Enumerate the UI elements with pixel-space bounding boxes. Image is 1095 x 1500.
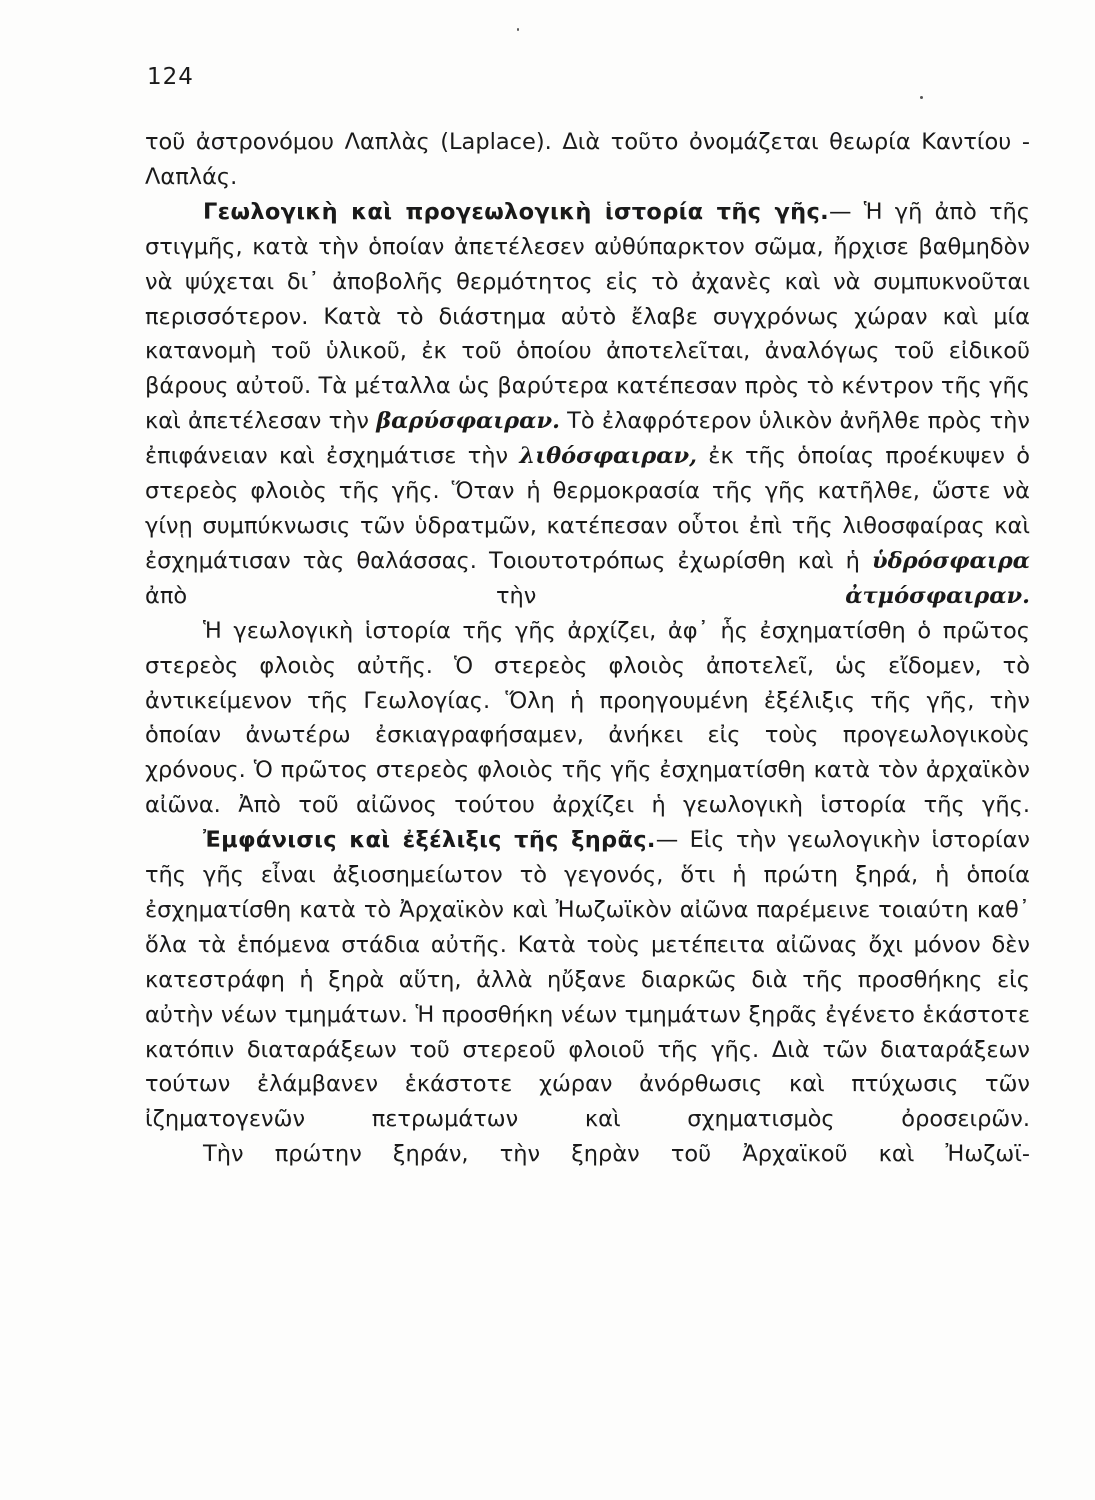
print-speck xyxy=(920,96,923,99)
body-text xyxy=(145,125,1030,1172)
paragraph-text: τοῦ ἀστρονόμου Λαπλὰς (Laplace). Διὰ τοῦτο ὀνομάζεται θεωρία Καντίου - Λαπλάς. xyxy=(145,129,1030,190)
paragraph-intro xyxy=(145,125,1030,195)
paragraph-text: Τὸ ἐλαφρότερον ὑλικὸν ἀνῆλθε πρὸς τὴν ἐπιφάνειαν καὶ ἐσχημάτισε τὴν xyxy=(145,408,1031,470)
paragraph-text: — Ἡ γῆ ἀπὸ τῆς στιγμῆς, κατὰ τὴν ὁποίαν ἀπετέλεσεν αὐθύπαρκτον σῶμα, ἤρχισε βαθμηδὸν νὰ ψύχεται δι᾽ ἀποβολῆς θερμότητος εἰς τὸ ἀχανὲς καὶ νὰ συμπυκνοῦται περισσότερον. Κατὰ τὸ διάστημα αὐτὸ ἔλαβε συγχρόνως χώραν καὶ μία κατανομὴ τοῦ ὑλικοῦ, ἐκ τοῦ ὁποίου ἀποτελεῖται, ἀναλόγως τοῦ εἰδικοῦ βάρους αὐτοῦ. Τὰ μέταλλα ὡς βαρύτερα κατέπεσαν πρὸς τὸ κέντρον τῆς γῆς καὶ ἀπετέλεσαν τὴν xyxy=(145,198,1031,435)
section-heading-dry-land: Ἐμφάνισις καὶ ἐξέλιξις τῆς ξηρᾶς. xyxy=(203,827,656,854)
term-barysphere: βαρύσφαιραν. xyxy=(376,408,560,435)
paragraph-first-land xyxy=(145,1137,1030,1172)
section-heading-geological-history: Γεωλογικὴ καὶ προγεωλογικὴ ἱστορία τῆς γῆς. xyxy=(203,198,829,225)
print-speck xyxy=(517,28,519,31)
term-hydrosphere: ὑδρόσφαιρα xyxy=(871,547,1030,574)
term-atmosphere: ἀτμόσφαιραν. xyxy=(845,582,1031,609)
paragraph-text: Ἡ γεωλογικὴ ἱστορία τῆς γῆς ἀρχίζει, ἀφ᾽ ἧς ἐσχηματίσθη ὁ πρῶτος στερεὸς φλοιὸς αὐτῆς. Ὁ στερεὸς φλοιὸς ἀποτελεῖ, ὡς εἴδομεν, τὸ ἀντικείμενον τῆς Γεωλογίας. Ὅλη ἡ προηγουμένη ἐξέλιξις τῆς γῆς, τὴν ὁποίαν ἀνωτέρω ἐσκιαγραφήσαμεν, ἀνήκει εἰς τοὺς προγεωλογικοὺς χρόνους. Ὁ πρῶτος στερεὸς φλοιὸς τῆς γῆς ἐσχηματίσθη κατὰ τὸν ἀρχαϊκὸν αἰῶνα. Ἀπὸ τοῦ αἰῶνος τούτου ἀρχίζει ἡ γεωλογικὴ ἱστορία τῆς γῆς. xyxy=(145,617,1030,819)
term-lithosphere: λιθόσφαιραν, xyxy=(519,443,697,470)
paragraph-text: ἐκ τῆς ὁποίας προέκυψεν ὁ στερεὸς φλοιὸς τῆς γῆς. Ὅταν ἡ θερμοκρασία τῆς γῆς κατῆλθε, ὥστε νὰ γίνῃ συμπύκνωσις τῶν ὑδρατμῶν, κατέπεσαν οὗτοι ἐπὶ τῆς λιθοσφαίρας καὶ ἐσχημάτισαν τὰς θαλάσσας. Τοιουτοτρόπως ἐχωρίσθη καὶ ἡ xyxy=(145,443,1030,574)
paragraph-geological-history xyxy=(145,195,1030,614)
page-number: 124 xyxy=(147,64,194,90)
paragraph-dry-land xyxy=(145,823,1030,1137)
paragraph-text: — Εἰς τὴν γεωλογικὴν ἱστορίαν τῆς γῆς εἶναι ἀξιοσημείωτον τὸ γεγονός, ὅτι ἡ πρώτη ξηρά, ἡ ὁποία ἐσχηματίσθη κατὰ τὸ Ἀρχαϊκὸν καὶ Ἠωζωϊκὸν αἰῶνα παρέμεινε τοιαύτη καθ᾽ ὅλα τὰ ἑπόμενα στάδια αὐτῆς. Κατὰ τοὺς μετέπειτα αἰῶνας ὄχι μόνον δὲν κατεστράφη ἡ ξηρὰ αὕτη, ἀλλὰ ηὔξανε διαρκῶς διὰ τῆς προσθήκης εἰς αὐτὴν νέων τμημάτων. Ἡ προσθήκη νέων τμημάτων ξηρᾶς ἐγένετο ἑκάστοτε κατόπιν διαταράξεων τοῦ στερεοῦ φλοιοῦ τῆς γῆς. Διὰ τῶν διαταράξεων τούτων ἐλάμβανεν ἑκάστοτε χώραν ἀνόρθωσις καὶ πτύχωσις τῶν ἰζηματογενῶν πετρωμάτων καὶ σχηματισμὸς ὀροσειρῶν. xyxy=(145,827,1031,1133)
paragraph-geological-start xyxy=(145,614,1030,823)
paragraph-text: Τὴν πρώτην ξηράν, τὴν ξηρὰν τοῦ Ἀρχαϊκοῦ καὶ Ἠωζωϊ- xyxy=(203,1141,1030,1168)
paragraph-text: ἀπὸ τὴν xyxy=(145,582,537,609)
